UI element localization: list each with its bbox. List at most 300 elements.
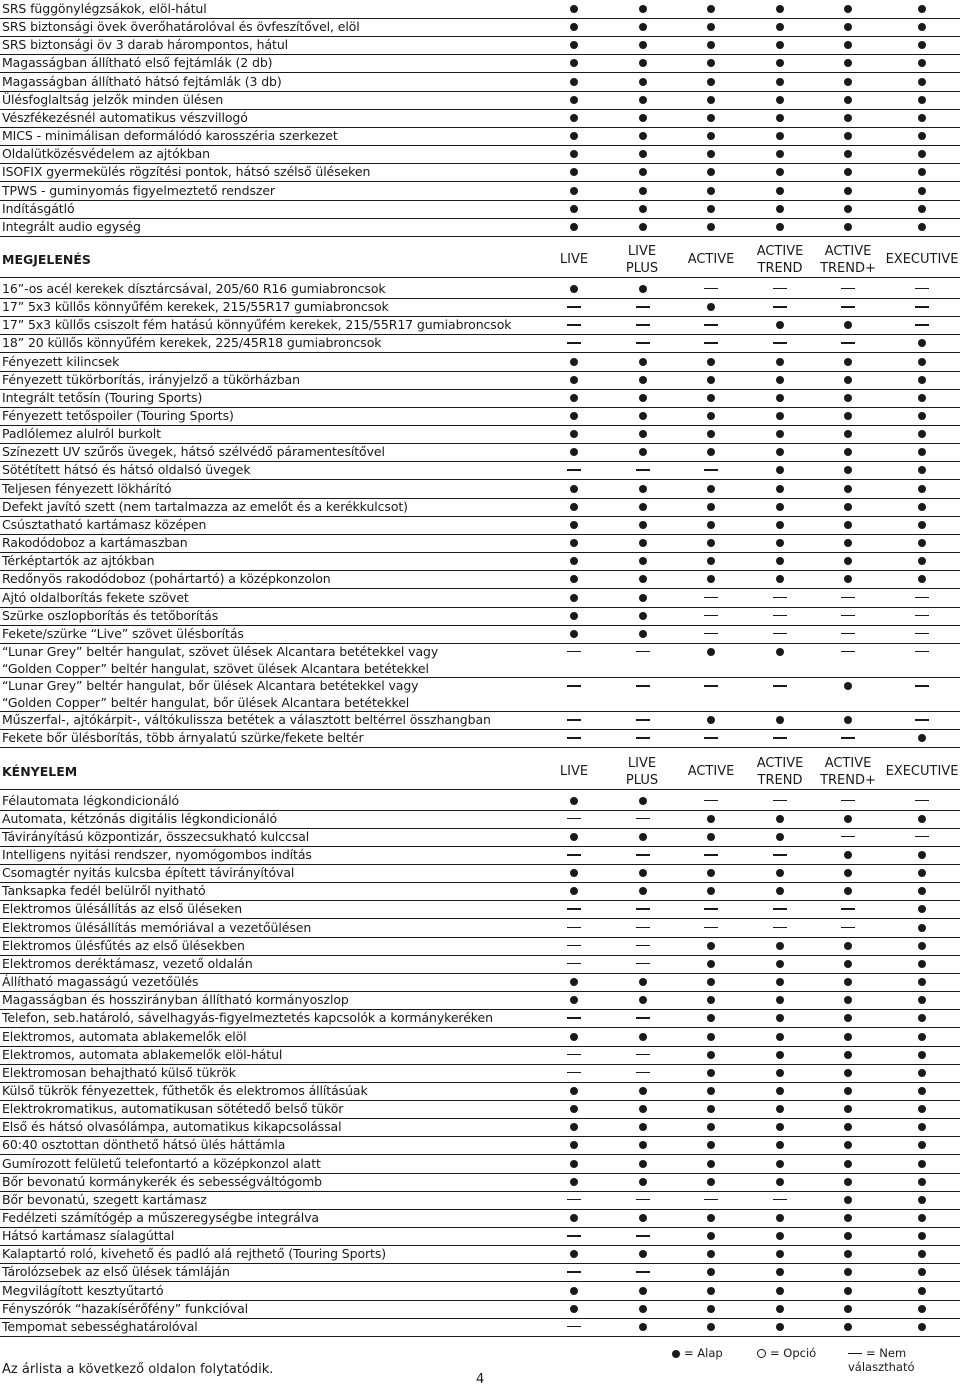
table-row xyxy=(0,163,960,182)
standard-dot-icon xyxy=(707,716,715,724)
availability-cell xyxy=(760,729,800,747)
feature-label: Elektrokromatikus, automatikusan sötétedő belső tükör xyxy=(2,1101,344,1117)
availability-cell xyxy=(623,316,663,334)
standard-dot-icon xyxy=(570,376,578,384)
availability-cell xyxy=(691,298,731,316)
table-row xyxy=(0,882,960,901)
standard-dot-icon xyxy=(776,1051,784,1059)
not-available-dash-icon xyxy=(915,306,929,308)
standard-dot-icon xyxy=(570,358,578,366)
availability-cell xyxy=(554,480,594,498)
standard-dot-icon xyxy=(844,223,852,231)
standard-dot-icon xyxy=(639,78,647,86)
feature-label: Teljesen fényezett lökhárító xyxy=(2,480,172,496)
availability-cell xyxy=(828,1318,868,1336)
standard-dot-icon xyxy=(844,150,852,158)
standard-dot-icon xyxy=(776,1268,784,1276)
section-header xyxy=(0,243,960,278)
standard-dot-icon xyxy=(639,394,647,402)
standard-dot-icon xyxy=(844,41,852,49)
availability-cell xyxy=(623,516,663,534)
not-available-dash-icon xyxy=(567,1326,581,1328)
availability-cell xyxy=(691,443,731,461)
availability-cell xyxy=(691,900,731,918)
feature-label: Fényezett tetőspoiler (Touring Sports) xyxy=(2,408,234,423)
availability-cell xyxy=(691,1263,731,1281)
not-available-dash-icon xyxy=(636,469,650,471)
standard-dot-icon xyxy=(844,996,852,1004)
not-available-dash-icon xyxy=(636,719,650,721)
standard-dot-icon xyxy=(639,503,647,511)
feature-label: Külső tükrök fényezettek, fűthetők és elektromos állításúak xyxy=(2,1082,368,1098)
standard-dot-icon xyxy=(844,869,852,877)
availability-cell xyxy=(623,371,663,389)
availability-cell xyxy=(623,1064,663,1082)
availability-cell xyxy=(828,54,868,72)
column-header: EXECUTIVE xyxy=(885,251,959,267)
table-row xyxy=(0,643,960,678)
table-row xyxy=(0,407,960,426)
not-available-dash-icon xyxy=(773,633,787,635)
availability-cell xyxy=(760,73,800,91)
availability-cell xyxy=(691,353,731,371)
availability-cell xyxy=(691,1173,731,1191)
availability-cell xyxy=(828,480,868,498)
standard-dot-icon xyxy=(570,503,578,511)
standard-dot-icon xyxy=(707,978,715,986)
availability-cell xyxy=(623,1300,663,1318)
table-row xyxy=(0,919,960,938)
availability-cell xyxy=(828,919,868,937)
availability-cell xyxy=(554,1118,594,1136)
standard-dot-icon xyxy=(844,1287,852,1295)
standard-dot-icon xyxy=(844,394,852,402)
standard-dot-icon xyxy=(639,285,647,293)
availability-cell xyxy=(691,1118,731,1136)
availability-cell xyxy=(760,900,800,918)
standard-dot-icon xyxy=(639,485,647,493)
standard-dot-icon xyxy=(918,168,926,176)
availability-cell xyxy=(760,461,800,479)
availability-cell xyxy=(554,1064,594,1082)
standard-dot-icon xyxy=(844,448,852,456)
availability-cell xyxy=(623,1082,663,1100)
standard-dot-icon xyxy=(844,1087,852,1095)
not-available-dash-icon xyxy=(773,615,787,617)
availability-cell xyxy=(760,127,800,145)
standard-dot-icon xyxy=(918,205,926,213)
standard-dot-icon xyxy=(918,1232,926,1240)
standard-dot-icon xyxy=(707,394,715,402)
availability-cell xyxy=(623,864,663,882)
standard-dot-icon xyxy=(844,485,852,493)
availability-cell xyxy=(691,407,731,425)
standard-dot-icon xyxy=(776,376,784,384)
availability-cell xyxy=(902,955,942,973)
availability-cell xyxy=(554,1300,594,1318)
not-available-dash-icon xyxy=(636,1072,650,1074)
standard-dot-icon xyxy=(776,503,784,511)
standard-dot-icon xyxy=(776,358,784,366)
standard-dot-icon xyxy=(570,150,578,158)
availability-cell xyxy=(623,334,663,352)
not-available-dash-icon xyxy=(567,1072,581,1074)
not-available-dash-icon xyxy=(773,288,787,290)
standard-dot-icon xyxy=(639,1214,647,1222)
availability-cell xyxy=(691,1082,731,1100)
not-available-dash-icon xyxy=(704,324,718,326)
table-row xyxy=(0,1318,960,1337)
not-available-dash-icon xyxy=(841,651,855,653)
standard-dot-icon xyxy=(918,114,926,122)
standard-dot-icon xyxy=(639,833,647,841)
not-available-dash-icon xyxy=(915,324,929,326)
not-available-dash-icon xyxy=(704,927,718,929)
not-available-dash-icon xyxy=(704,1199,718,1201)
standard-dot-icon xyxy=(844,430,852,438)
availability-cell xyxy=(828,443,868,461)
feature-label: Elektromosan behajtható külső tükrök xyxy=(2,1064,236,1080)
not-available-dash-icon xyxy=(841,737,855,739)
availability-cell xyxy=(554,919,594,937)
availability-cell xyxy=(902,389,942,407)
not-available-dash-icon xyxy=(567,737,581,739)
feature-label: Tárolózsebek az első ülések támláján xyxy=(2,1264,230,1280)
standard-dot-icon xyxy=(639,1323,647,1331)
not-available-dash-icon xyxy=(773,737,787,739)
availability-cell xyxy=(760,498,800,516)
availability-cell xyxy=(623,1227,663,1245)
standard-dot-icon xyxy=(776,833,784,841)
availability-cell xyxy=(554,109,594,127)
availability-cell xyxy=(691,828,731,846)
feature-label: Elektromos, automata ablakemelők elöl xyxy=(2,1028,247,1044)
availability-cell xyxy=(691,1227,731,1245)
availability-cell xyxy=(760,1209,800,1227)
standard-dot-icon xyxy=(707,575,715,583)
standard-dot-icon xyxy=(776,978,784,986)
availability-cell xyxy=(623,729,663,747)
availability-cell xyxy=(691,54,731,72)
standard-dot-icon xyxy=(776,1033,784,1041)
standard-dot-icon xyxy=(707,1069,715,1077)
availability-cell xyxy=(691,145,731,163)
standard-dot-icon xyxy=(639,223,647,231)
availability-cell xyxy=(828,1046,868,1064)
standard-dot-icon xyxy=(918,59,926,67)
availability-cell xyxy=(691,937,731,955)
standard-dot-icon xyxy=(918,339,926,347)
standard-dot-icon xyxy=(570,394,578,402)
not-available-dash-icon xyxy=(773,342,787,344)
availability-cell xyxy=(554,729,594,747)
not-available-dash-icon xyxy=(841,342,855,344)
availability-cell xyxy=(691,955,731,973)
section-header xyxy=(0,755,960,790)
availability-cell xyxy=(623,1009,663,1027)
availability-cell xyxy=(623,36,663,54)
availability-cell xyxy=(554,607,594,625)
not-available-dash-icon xyxy=(636,818,650,820)
availability-cell xyxy=(623,407,663,425)
availability-cell xyxy=(691,334,731,352)
not-available-dash-icon xyxy=(704,597,718,599)
availability-cell xyxy=(554,407,594,425)
availability-cell xyxy=(554,200,594,218)
standard-dot-icon xyxy=(776,648,784,656)
not-available-dash-icon xyxy=(841,927,855,929)
availability-cell xyxy=(623,828,663,846)
availability-cell xyxy=(691,127,731,145)
availability-cell xyxy=(554,316,594,334)
availability-cell xyxy=(760,607,800,625)
standard-dot-icon xyxy=(918,41,926,49)
standard-dot-icon xyxy=(570,833,578,841)
availability-cell xyxy=(760,1191,800,1209)
table-row xyxy=(0,1245,960,1264)
standard-dot-icon xyxy=(918,78,926,86)
availability-cell xyxy=(623,1028,663,1046)
standard-dot-icon xyxy=(639,630,647,638)
availability-cell xyxy=(623,145,663,163)
standard-dot-icon xyxy=(639,539,647,547)
feature-label: Csomagtér nyitás kulcsba épített távirányítóval xyxy=(2,865,295,881)
availability-cell xyxy=(691,643,731,661)
standard-dot-icon xyxy=(918,376,926,384)
standard-dot-icon xyxy=(570,1123,578,1131)
table-row xyxy=(0,145,960,164)
standard-dot-icon xyxy=(776,394,784,402)
table-row xyxy=(0,1227,960,1246)
availability-cell xyxy=(902,1028,942,1046)
availability-cell xyxy=(554,552,594,570)
feature-label: Automata, kétzónás digitális légkondicionáló xyxy=(2,810,278,826)
table-row xyxy=(0,552,960,571)
availability-cell xyxy=(828,1191,868,1209)
not-available-dash-icon xyxy=(915,597,929,599)
feature-label: Elektromos ülésállítás memóriával a vezetőülésen xyxy=(2,919,312,935)
feature-label: 17” 5x3 küllős könnyűfém kerekek, 215/55R17 gumiabroncsok xyxy=(2,299,389,315)
table-row xyxy=(0,1009,960,1028)
availability-cell xyxy=(554,1028,594,1046)
standard-dot-icon xyxy=(639,59,647,67)
availability-cell xyxy=(554,127,594,145)
availability-cell xyxy=(760,1082,800,1100)
availability-cell xyxy=(623,900,663,918)
standard-dot-icon xyxy=(844,557,852,565)
availability-cell xyxy=(623,73,663,91)
standard-dot-icon xyxy=(918,358,926,366)
standard-dot-icon xyxy=(639,996,647,1004)
standard-dot-icon xyxy=(707,869,715,877)
table-row xyxy=(0,425,960,444)
standard-dot-icon xyxy=(776,1287,784,1295)
standard-dot-icon xyxy=(639,205,647,213)
availability-cell xyxy=(902,1282,942,1300)
availability-cell xyxy=(828,334,868,352)
table-row xyxy=(0,54,960,73)
standard-dot-icon xyxy=(776,41,784,49)
table-row xyxy=(0,1082,960,1101)
availability-cell xyxy=(554,1155,594,1173)
availability-cell xyxy=(623,570,663,588)
feature-label: 17” 5x3 küllős csiszolt fém hatású könnyűfém kerekek, 215/55R17 gumiabroncsok xyxy=(2,317,512,333)
standard-dot-icon xyxy=(707,96,715,104)
standard-dot-icon xyxy=(707,1051,715,1059)
availability-cell xyxy=(902,607,942,625)
table-row xyxy=(0,792,960,811)
availability-cell xyxy=(828,570,868,588)
standard-dot-icon xyxy=(918,223,926,231)
availability-cell xyxy=(902,73,942,91)
continues-note: Az árlista a következő oldalon folytatódik. xyxy=(2,1362,274,1377)
standard-dot-icon xyxy=(570,205,578,213)
feature-label: Térképtartók az ajtókban xyxy=(2,553,155,569)
standard-dot-icon xyxy=(639,376,647,384)
feature-label: Színezett UV szűrős üvegek, hátsó szélvédő páramentesítővel xyxy=(2,444,385,460)
availability-cell xyxy=(554,937,594,955)
standard-dot-icon xyxy=(707,539,715,547)
availability-cell xyxy=(902,1209,942,1227)
availability-cell xyxy=(760,334,800,352)
standard-dot-icon xyxy=(918,1014,926,1022)
availability-cell xyxy=(691,1191,731,1209)
feature-label: Fekete bőr ülésborítás, több árnyalatú szürke/fekete beltér xyxy=(2,730,364,746)
availability-cell xyxy=(902,1082,942,1100)
standard-dot-icon xyxy=(707,1033,715,1041)
availability-cell xyxy=(554,1046,594,1064)
legend-na-label: = Nem választható xyxy=(848,1346,915,1374)
availability-cell xyxy=(623,200,663,218)
standard-dot-icon xyxy=(707,1178,715,1186)
availability-cell xyxy=(554,846,594,864)
availability-cell xyxy=(554,145,594,163)
feature-label: Indításgátló xyxy=(2,200,75,216)
table-row xyxy=(0,711,960,730)
availability-cell xyxy=(902,0,942,18)
standard-dot-icon xyxy=(776,448,784,456)
availability-cell xyxy=(828,1028,868,1046)
standard-dot-icon xyxy=(707,815,715,823)
standard-dot-icon xyxy=(570,521,578,529)
availability-cell xyxy=(828,1082,868,1100)
standard-dot-icon xyxy=(639,41,647,49)
standard-dot-icon xyxy=(570,1105,578,1113)
standard-dot-icon xyxy=(570,1141,578,1149)
table-row xyxy=(0,810,960,829)
standard-dot-icon xyxy=(844,466,852,474)
availability-cell xyxy=(902,353,942,371)
availability-cell xyxy=(623,534,663,552)
standard-dot-icon xyxy=(776,187,784,195)
table-row xyxy=(0,443,960,462)
availability-cell xyxy=(554,1245,594,1263)
availability-cell xyxy=(760,425,800,443)
availability-cell xyxy=(902,677,942,695)
standard-dot-icon xyxy=(918,1305,926,1313)
availability-cell xyxy=(554,1009,594,1027)
availability-cell xyxy=(623,461,663,479)
standard-dot-icon xyxy=(639,521,647,529)
feature-label: Elektromos ülésállítás az első üléseken xyxy=(2,901,243,917)
standard-dot-icon xyxy=(918,1250,926,1258)
standard-dot-icon xyxy=(707,430,715,438)
availability-cell xyxy=(691,919,731,937)
availability-cell xyxy=(554,461,594,479)
availability-cell xyxy=(554,828,594,846)
availability-cell xyxy=(691,607,731,625)
availability-cell xyxy=(623,677,663,695)
table-row xyxy=(0,1155,960,1174)
column-header: LIVE PLUS xyxy=(625,243,659,276)
dash-icon xyxy=(848,1353,862,1355)
standard-dot-icon xyxy=(639,1087,647,1095)
availability-cell xyxy=(828,677,868,695)
not-available-dash-icon xyxy=(841,288,855,290)
not-available-dash-icon xyxy=(567,927,581,929)
standard-dot-icon xyxy=(776,1232,784,1240)
standard-dot-icon xyxy=(844,23,852,31)
availability-cell xyxy=(828,864,868,882)
availability-cell xyxy=(760,846,800,864)
table-row xyxy=(0,677,960,712)
availability-cell xyxy=(902,589,942,607)
standard-dot-icon xyxy=(776,1214,784,1222)
standard-dot-icon xyxy=(776,960,784,968)
standard-dot-icon xyxy=(844,851,852,859)
availability-cell xyxy=(828,461,868,479)
availability-cell xyxy=(691,711,731,729)
availability-cell xyxy=(828,1064,868,1082)
availability-cell xyxy=(828,353,868,371)
feature-label: 16”-os acél kerekek dísztárcsával, 205/60 R16 gumiabroncsok xyxy=(2,280,386,296)
availability-cell xyxy=(554,91,594,109)
availability-cell xyxy=(623,1282,663,1300)
availability-cell xyxy=(902,900,942,918)
availability-cell xyxy=(554,589,594,607)
not-available-dash-icon xyxy=(773,1199,787,1201)
availability-cell xyxy=(760,1282,800,1300)
standard-dot-icon xyxy=(844,1014,852,1022)
availability-cell xyxy=(623,882,663,900)
availability-cell xyxy=(554,1209,594,1227)
standard-dot-icon xyxy=(707,1214,715,1222)
standard-dot-icon xyxy=(570,430,578,438)
availability-cell xyxy=(828,711,868,729)
availability-cell xyxy=(828,552,868,570)
not-available-dash-icon xyxy=(567,1054,581,1056)
standard-dot-icon xyxy=(570,630,578,638)
not-available-dash-icon xyxy=(567,306,581,308)
standard-dot-icon xyxy=(844,1033,852,1041)
section-title: MEGJELENÉS xyxy=(2,251,91,267)
standard-dot-icon xyxy=(707,358,715,366)
filled-dot-icon xyxy=(672,1350,680,1358)
availability-cell xyxy=(828,846,868,864)
standard-dot-icon xyxy=(707,41,715,49)
availability-cell xyxy=(902,443,942,461)
availability-cell xyxy=(828,625,868,643)
availability-cell xyxy=(691,792,731,810)
availability-cell xyxy=(691,316,731,334)
standard-dot-icon xyxy=(707,132,715,140)
standard-dot-icon xyxy=(918,394,926,402)
availability-cell xyxy=(828,991,868,1009)
not-available-dash-icon xyxy=(636,945,650,947)
standard-dot-icon xyxy=(570,485,578,493)
not-available-dash-icon xyxy=(915,651,929,653)
availability-cell xyxy=(554,443,594,461)
